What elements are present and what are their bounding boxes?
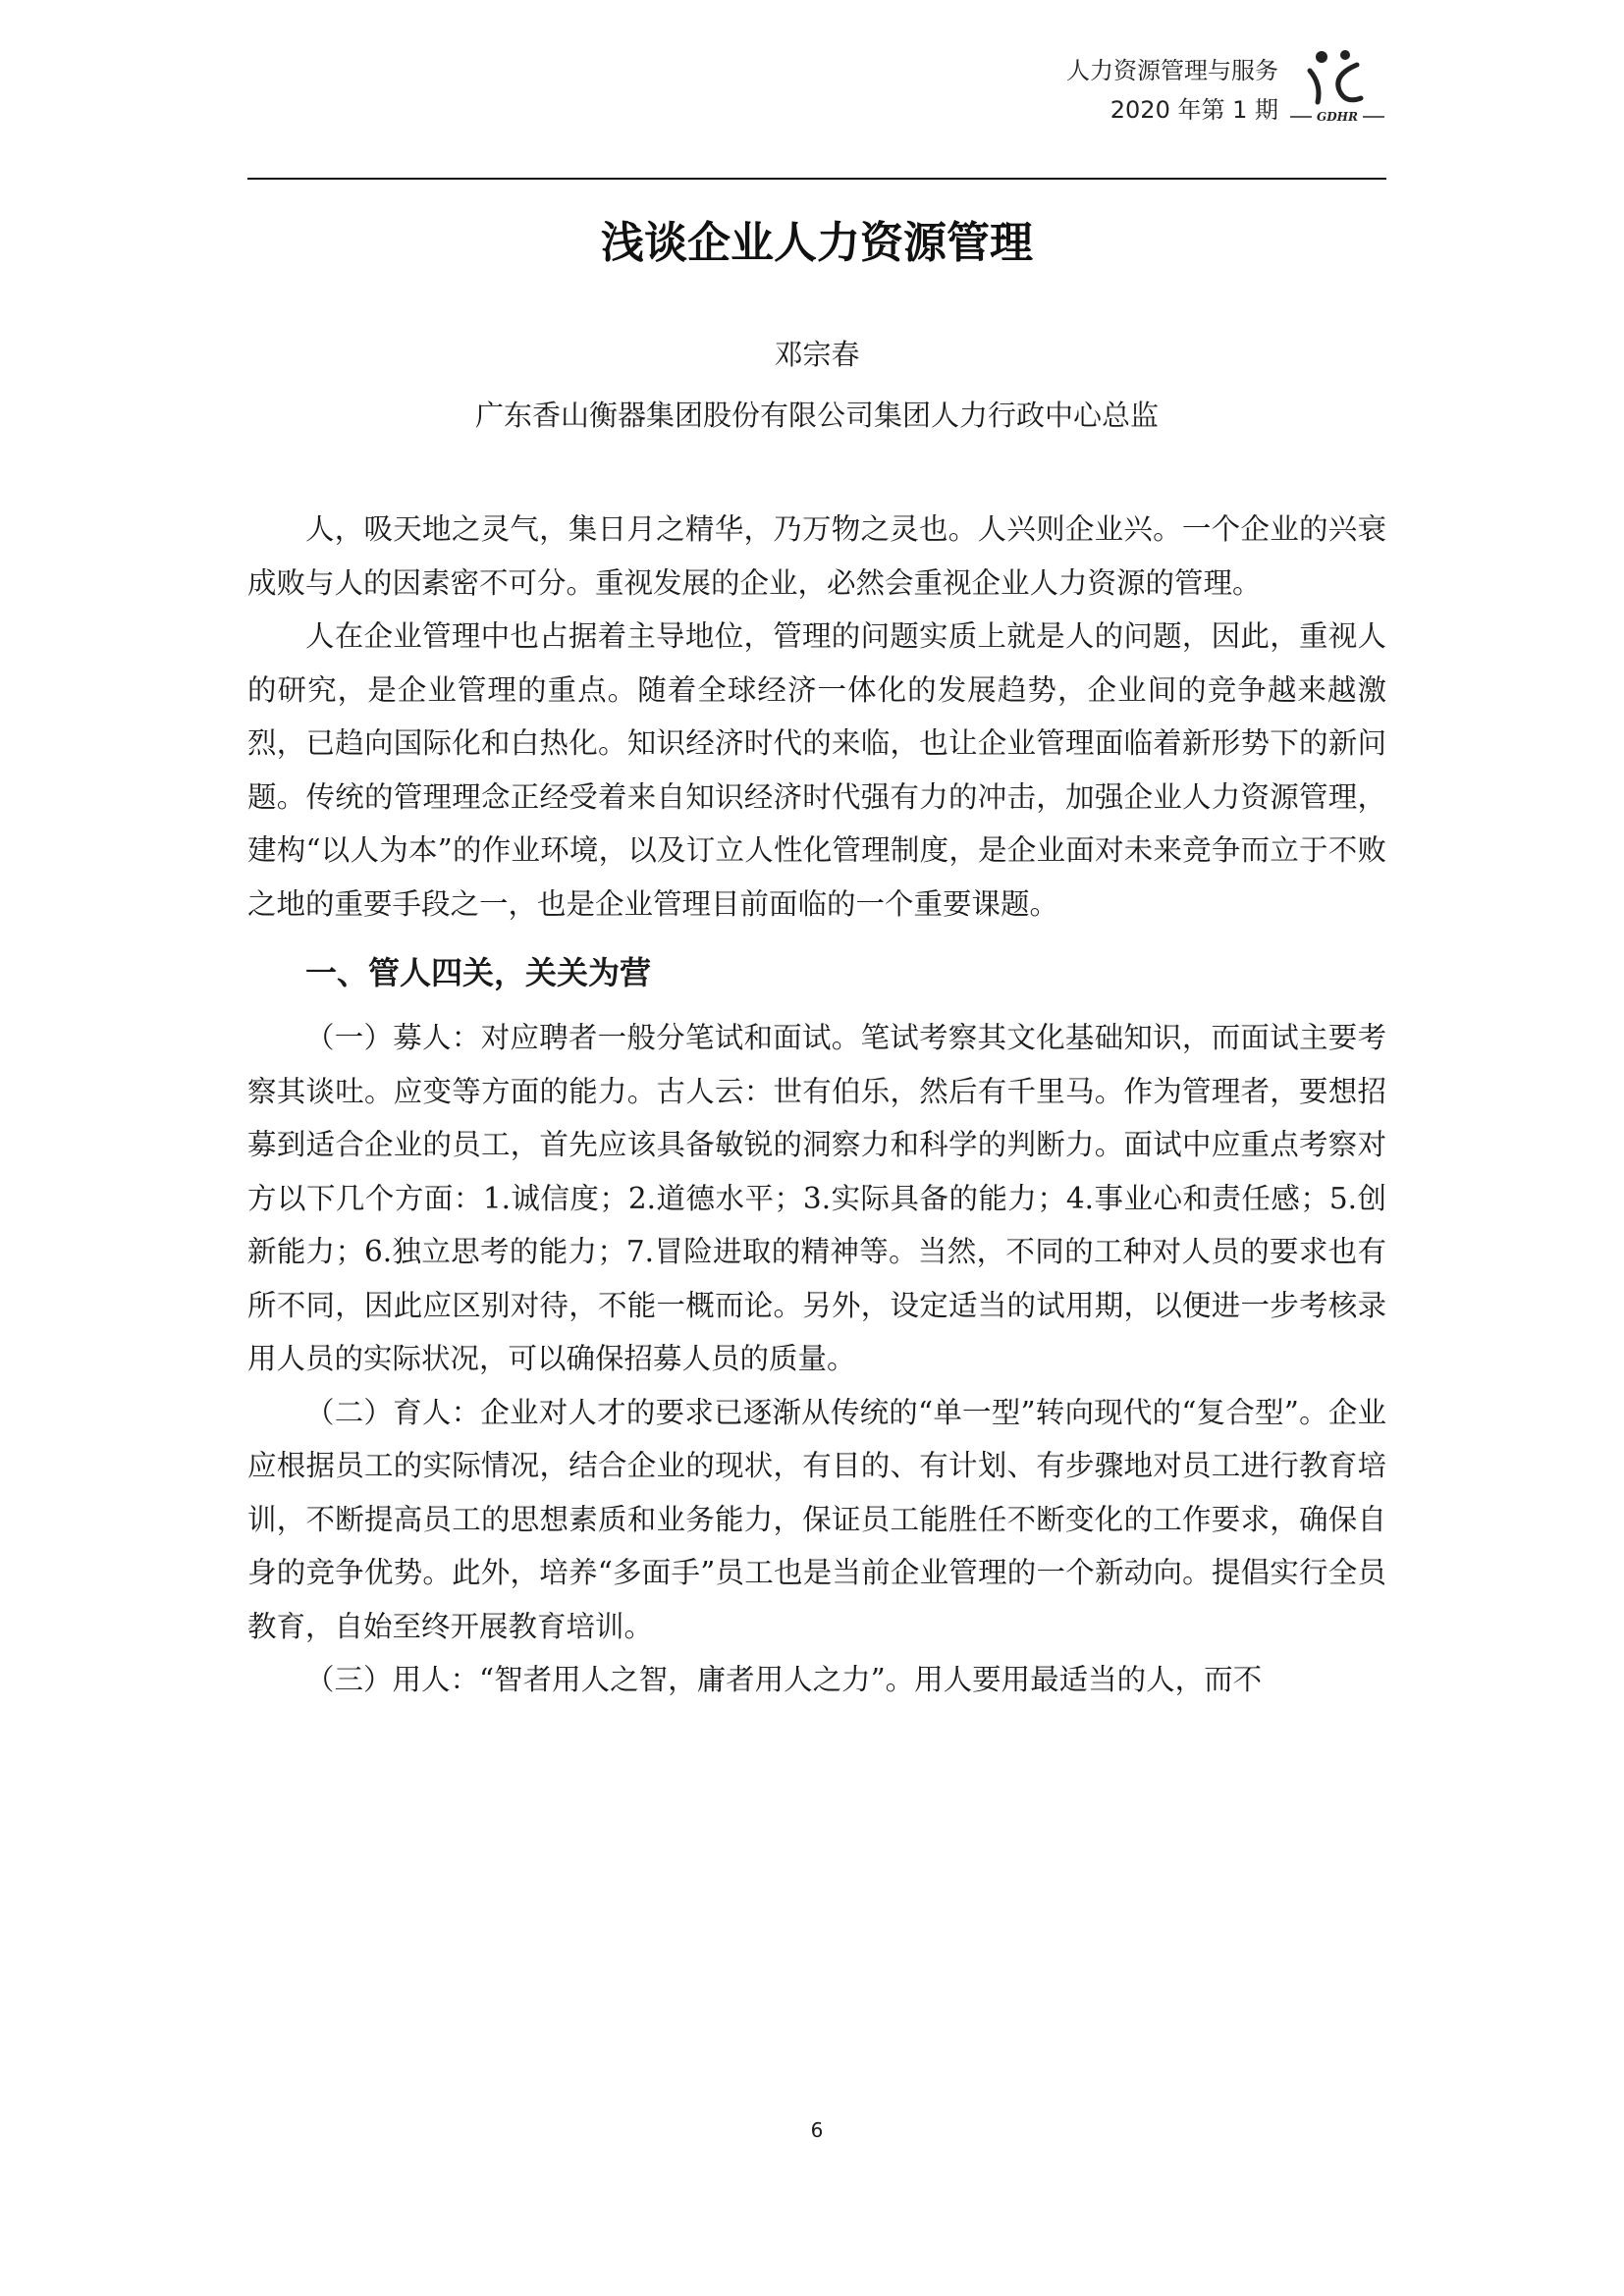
body-paragraph: （三）用人：“智者用人之智，庸者用人之力”。用人要用最适当的人，而不	[305, 1663, 1263, 1696]
article-title: 浅谈企业人力资源管理	[601, 218, 1033, 268]
journal-info	[1066, 51, 1278, 130]
body-paragraph: 人，吸天地之灵气，集日月之精华，乃万物之灵也。人兴则企业兴。一个企业的兴衰成败与人的因素密不可分。重视发展的企业，必然会重视企业人力资源的管理。	[247, 512, 1386, 600]
page-header	[247, 47, 1386, 135]
header-divider	[247, 178, 1386, 180]
page-number: 6	[810, 2118, 824, 2142]
author-affiliation: 广东香山衡器集团股份有限公司集团人力行政中心总监	[474, 399, 1159, 432]
section-heading: 一、管人四关，关关为营	[305, 954, 652, 991]
journal-name: 人力资源管理与服务	[1066, 57, 1278, 84]
body-paragraph: （一）募人：对应聘者一般分笔试和面试。笔试考察其文化基础知识，而面试主要考察其谈吐。应变等方面的能力。古人云：世有伯乐，然后有千里马。作为管理者，要想招募到适合企业的员工，首先应该具备敏锐的洞察力和科学的判断力。面试中应重点考察对方以下几个方面：1.诚信度；2.道德水平；3.实际具备的能力；4.事业心和责任感；5.创新能力；6.独立思考的能力；7.冒险进取的精神等。当然，不同的工种对人员的要求也有所不同，因此应区别对待，不能一概而论。另外，设定适当的试用期，以便进一步考核录用人员的实际状况，可以确保招募人员的质量。	[247, 1021, 1386, 1375]
article-body	[247, 503, 1386, 1707]
body-paragraph: （二）育人：企业对人才的要求已逐渐从传统的“单一型”转向现代的“复合型”。企业应根据员工的实际情况，结合企业的现状，有目的、有计划、有步骤地对员工进行教育培训，不断提高员工的思想素质和业务能力，保证员工能胜任不断变化的工作要求，确保自身的竞争优势。此外，培养“多面手”员工也是当前企业管理的一个新动向。提倡实行全员教育，自始至终开展教育培训。	[247, 1395, 1386, 1643]
article-author: 邓宗春	[774, 338, 860, 371]
gdhr-logo-icon	[1288, 47, 1386, 126]
logo-text: GDHR	[1317, 110, 1358, 124]
body-paragraph: 人在企业管理中也占据着主导地位，管理的问题实质上就是人的问题，因此，重视人的研究，是企业管理的重点。随着全球经济一体化的发展趋势，企业间的竞争越来越激烈，已趋向国际化和白热化。知识经济时代的来临，也让企业管理面临着新形势下的新问题。传统的管理理念正经受着来自知识经济时代强有力的冲击，加强企业人力资源管理，建构“以人为本”的作业环境，以及订立人性化管理制度，是企业面对未来竞争而立于不败之地的重要手段之一，也是企业管理目前面临的一个重要课题。	[247, 619, 1386, 921]
journal-issue: 2020 年第 1 期	[1110, 96, 1278, 124]
